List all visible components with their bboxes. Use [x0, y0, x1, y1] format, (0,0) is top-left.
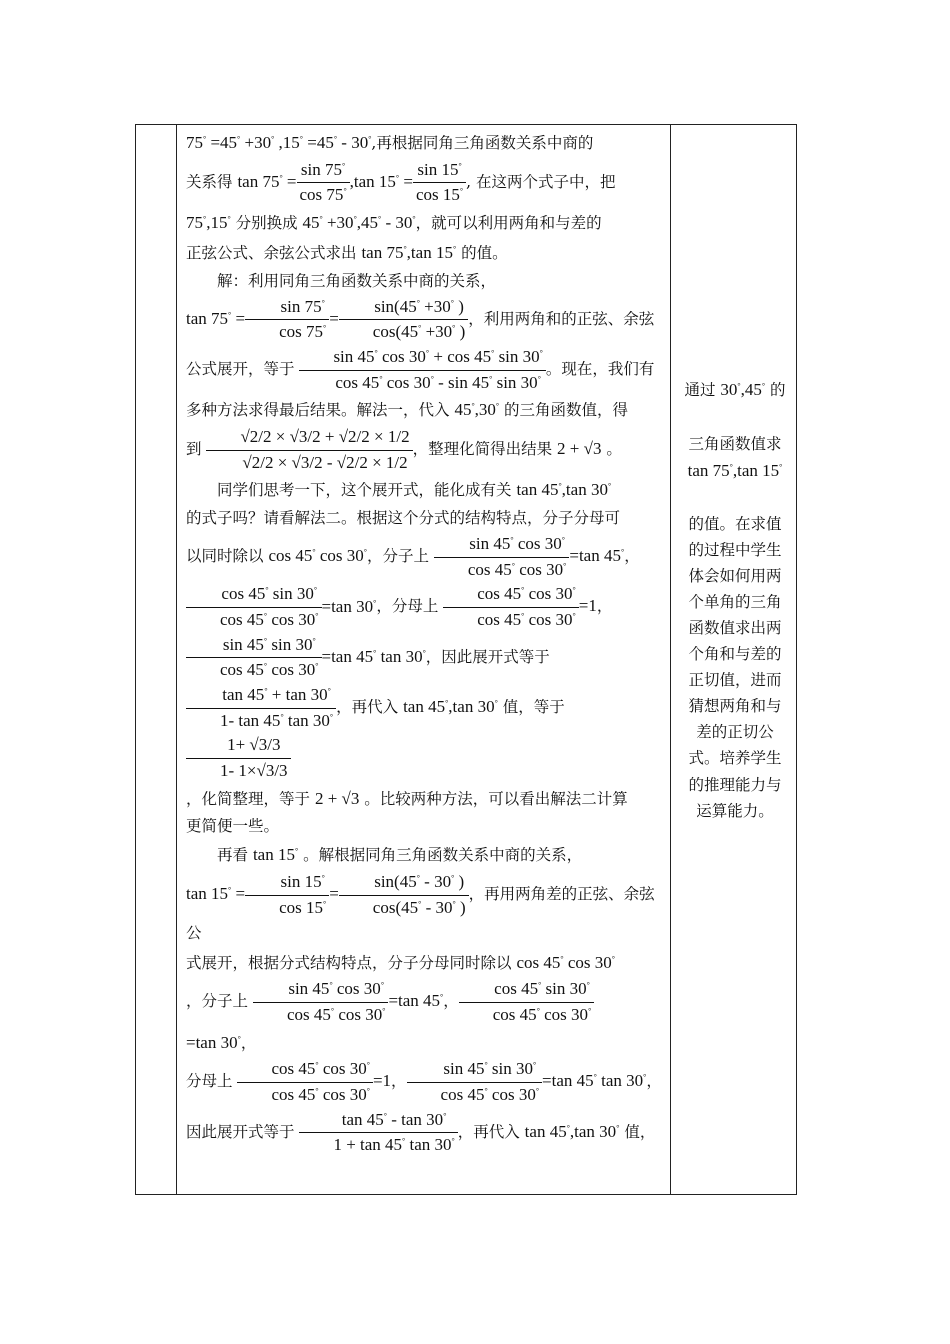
paragraph-solution-75: 解：利用同角三角函数关系中商的关系， tan 75° = $\frac{\sin 75^\circ}{\cos 75^\circ}$ = $\frac{\sin(45^\circ +30^\circ )}{\cos(45^\circ +30^\circ )}$ ，利用两角和的正弦、余弦 公式展开，等于 $\frac{\sin 45^\circ \cos 30^\circ + \cos 45^\circ \sin 30^\circ}{\cos 45^\circ \cos 30^\circ - \sin 45^\circ \sin 30^\circ}$ 。现在，我们有 多种方法求得最后结果。解法一，代入 45°,30° 的三角函数值，得 到 $\frac{√2/2 \times √3/2 + √2/2 \times 1/2}{√2/2 \times √3/2 - √2/2 \times 1/2}$ ，整理化简得出结果 2 + √3 。: [186, 271, 655, 472]
paragraph-method-two: 同学们思考一下，这个展开式，能化成有关 tan 45°,tan 30° 的式子吗？请看解法二。根据这个分式的结构特点，分子分母可 以同时除以 cos 45° cos 30°，分子上 $\frac{\sin 45^\circ \cos 30^\circ}{\cos 45^\circ \cos 30^\circ}$ =tan 45°， $\frac{\cos 45^\circ \sin 30^\circ}{\cos 45^\circ \cos 30^\circ}$ =tan 30°，分母上 $\frac{\cos 45^\circ \cos 30^\circ}{\cos 45^\circ \cos 30^\circ}$ =1， $\frac{\sin 45^\circ \sin 30^\circ}{\cos 45^\circ \cos 30^\circ}$ =tan 45° tan 30°，因此展开式等于 $\frac{\tan 45^\circ + \tan 30^\circ}{1- \tan 45^\circ \tan 30^\circ}$ ，再代入 tan 45°,tan 30° 值，等于 $\frac{1+ √3/3}{1- 1\times√3/3}$ ，化简整理，等于 2 + √3 。比较两种方法，可以看出解法二计算 更简便一些。: [186, 480, 640, 836]
design-intent-cell: [678, 376, 792, 824]
teaching-process-cell: [186, 128, 662, 1158]
column-divider-right: [670, 125, 671, 1194]
paragraph-analysis: 75° =45° +30° ,15° =45° - 30°,再根据同角三角函数关系中商的 关系得 tan 75° = $\frac{\sin 75^\circ}{\cos 75^\circ}$ ,tan 15° = $\frac{\sin 15^\circ}{\cos 15^\circ}$ , 在这两个式子中，把 75°,15° 分别换成 45° +30°,45° - 30°，就可以利用两角和与差的 正弦公式、余弦公式求出 tan 75°,tan 15° 的值。: [186, 133, 616, 262]
design-intent-text: 通过 30°,45° 的 三角函数值求 tan 75°,tan 15° 的值。在求值 的过程中学生 体会如何用两 个单角的三角 函数值求出两 个角和与差的 正切值，进而 猜想两角和与 差的正切公 式。培养学生 的推理能力与 运算能力。: [684, 380, 786, 820]
column-divider-left: [176, 125, 177, 1194]
paragraph-solution-15: 再看 tan 15° 。解根据同角三角函数关系中商的关系， tan 15° = $\frac{\sin 15^\circ}{\cos 15^\circ}$ = $\frac{\sin(45^\circ - 30^\circ )}{\cos(45^\circ - 30^\circ )}$ ，再用两角差的正弦、余弦公 式展开，根据分式结构特点，分子分母同时除以 cos 45° cos 30° ，分子上 $\frac{\sin 45^\circ \cos 30^\circ}{\cos 45^\circ \cos 30^\circ}$ =tan 45°， $\frac{\cos 45^\circ \sin 30^\circ}{\cos 45^\circ \cos 30^\circ}$ =tan 30°， 分母上 $\frac{\cos 45^\circ \cos 30^\circ}{\cos 45^\circ \cos 30^\circ}$ =1， $\frac{\sin 45^\circ \sin 30^\circ}{\cos 45^\circ \cos 30^\circ}$ =tan 45° tan 30°， 因此展开式等于 $\frac{\tan 45^\circ - \tan 30^\circ}{1 + \tan 45^\circ \tan 30^\circ}$ ，再代入 tan 45°,tan 30° 值，: [186, 845, 662, 1155]
